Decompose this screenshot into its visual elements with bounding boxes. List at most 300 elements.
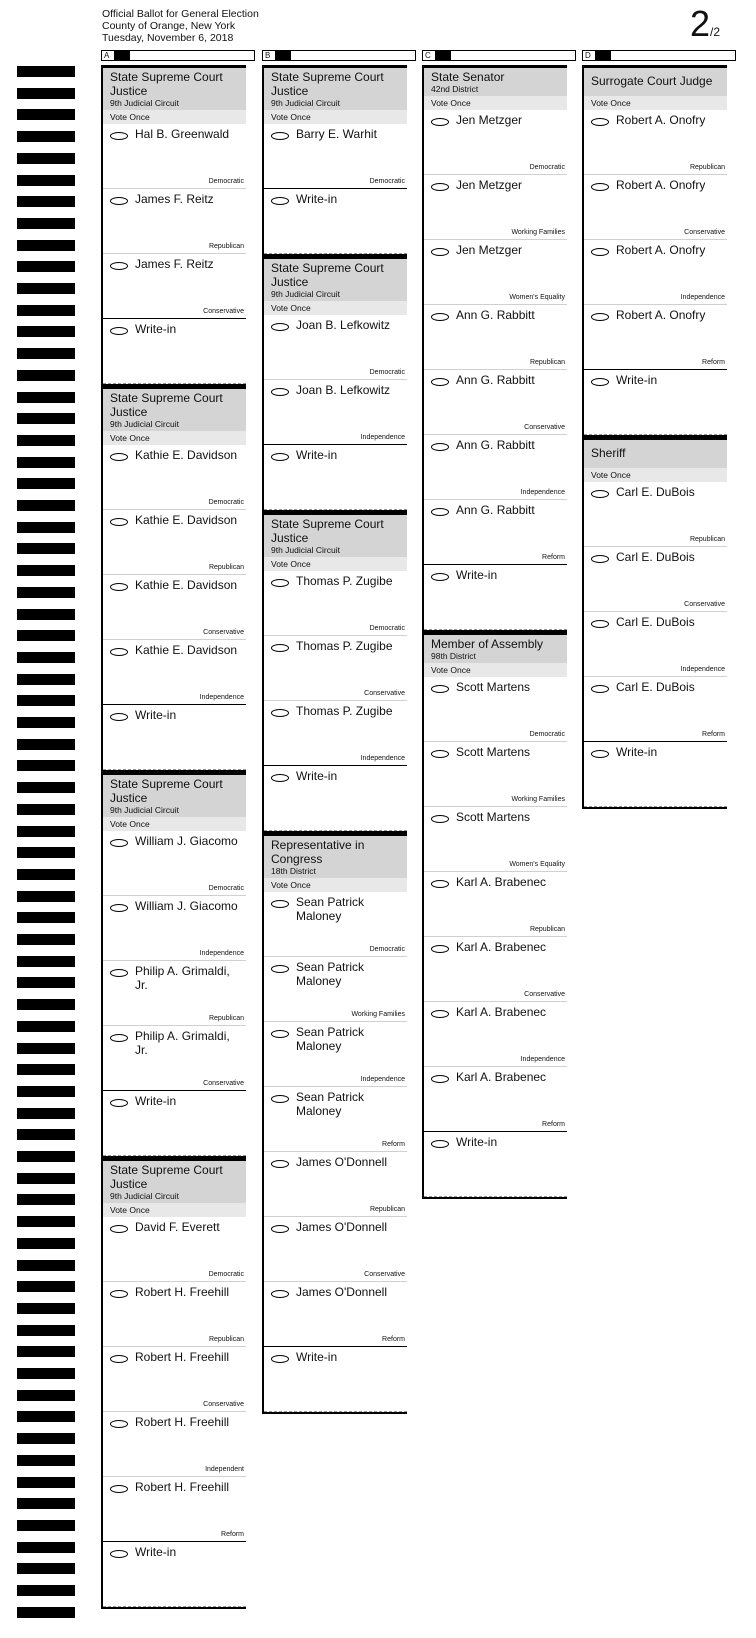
party-label: Reform <box>542 1121 565 1128</box>
write-in-label: Write-in <box>296 448 338 462</box>
candidate-name: Robert H. Freehill <box>135 1350 230 1364</box>
ballot-header <box>102 8 259 44</box>
timing-mark <box>17 283 75 294</box>
vote-oval[interactable] <box>431 118 449 126</box>
candidate-name: Kathie E. Davidson <box>135 643 238 657</box>
candidate-row[interactable] <box>584 110 727 175</box>
timing-mark <box>17 1151 75 1162</box>
race-header <box>103 1161 246 1203</box>
timing-mark <box>17 804 75 815</box>
race-header <box>264 836 407 878</box>
candidate-row[interactable] <box>103 189 246 254</box>
vote-oval[interactable] <box>431 443 449 451</box>
party-label: Conservative <box>364 1271 405 1278</box>
vote-once-label: Vote Once <box>424 96 567 110</box>
race-block <box>582 437 727 809</box>
timing-mark <box>17 1498 75 1509</box>
candidate-row[interactable] <box>103 640 246 705</box>
candidate-row[interactable] <box>264 957 407 1022</box>
race-subtitle: 9th Judicial Circuit <box>110 419 179 429</box>
vote-oval[interactable] <box>431 1010 449 1018</box>
candidate-name: Karl A. Brabenec <box>456 1005 547 1019</box>
timing-mark <box>17 717 75 728</box>
header-line-3: Tuesday, November 6, 2018 <box>102 32 234 44</box>
vote-oval[interactable] <box>110 262 128 270</box>
vote-oval[interactable] <box>271 774 289 782</box>
race-header <box>584 440 727 468</box>
write-in-label: Write-in <box>135 322 177 336</box>
write-in-label: Write-in <box>296 192 338 206</box>
timing-mark <box>17 826 75 837</box>
write-in-row[interactable] <box>103 705 246 770</box>
timing-mark <box>17 587 75 598</box>
vote-oval[interactable] <box>591 750 609 758</box>
timing-mark <box>17 999 75 1010</box>
column-bar-a <box>101 50 255 61</box>
race-block <box>101 386 246 772</box>
timing-mark <box>17 652 75 663</box>
timing-mark <box>17 1542 75 1553</box>
timing-mark <box>17 739 75 750</box>
candidate-row[interactable] <box>103 1347 246 1412</box>
vote-once-label: Vote Once <box>264 878 407 892</box>
vote-oval[interactable] <box>431 1140 449 1148</box>
write-in-label: Write-in <box>135 708 177 722</box>
timing-mark <box>17 261 75 272</box>
vote-oval[interactable] <box>271 1355 289 1363</box>
candidate-name: Ann G. Rabbitt <box>456 503 535 517</box>
page-number-total: /2 <box>710 25 721 39</box>
candidate-row[interactable] <box>424 937 567 1002</box>
vote-oval[interactable] <box>431 1075 449 1083</box>
timing-mark <box>17 457 75 468</box>
candidate-row[interactable] <box>584 482 727 547</box>
candidate-row[interactable] <box>424 110 567 175</box>
timing-mark <box>17 435 75 446</box>
vote-oval[interactable] <box>110 327 128 335</box>
candidate-row[interactable] <box>103 896 246 961</box>
candidate-row[interactable] <box>103 575 246 640</box>
candidate-name: Carl E. DuBois <box>616 615 695 629</box>
candidate-row[interactable] <box>584 305 727 370</box>
race-header <box>103 68 246 110</box>
write-in-row[interactable] <box>424 565 567 630</box>
candidate-row[interactable] <box>264 636 407 701</box>
candidate-row[interactable] <box>103 445 246 510</box>
vote-oval[interactable] <box>271 900 289 908</box>
candidate-row[interactable] <box>424 1067 567 1132</box>
race-title: Sheriff <box>591 446 626 460</box>
candidate-name: Jen Metzger <box>456 243 523 257</box>
vote-oval[interactable] <box>431 750 449 758</box>
timing-mark <box>17 782 75 793</box>
party-label: Republican <box>208 564 244 571</box>
race-block <box>262 65 407 256</box>
vote-oval[interactable] <box>431 685 449 693</box>
timing-mark <box>17 695 75 706</box>
party-label: Independence <box>520 1056 565 1063</box>
write-in-row[interactable] <box>103 1091 246 1156</box>
race-header <box>264 68 407 110</box>
vote-once-label: Vote Once <box>103 431 246 445</box>
candidate-row[interactable] <box>264 124 407 189</box>
vote-oval[interactable] <box>591 555 609 563</box>
vote-oval[interactable] <box>110 453 128 461</box>
candidate-name: Robert A. Onofry <box>616 243 706 257</box>
vote-oval[interactable] <box>591 183 609 191</box>
candidate-row[interactable] <box>584 677 727 742</box>
write-in-row[interactable] <box>424 1132 567 1197</box>
timing-mark <box>17 1303 75 1314</box>
vote-oval[interactable] <box>110 648 128 656</box>
column-letter: B <box>265 51 271 60</box>
party-label: Republican <box>208 1015 244 1022</box>
timing-mark <box>17 1455 75 1466</box>
vote-oval[interactable] <box>271 1160 289 1168</box>
candidate-row[interactable] <box>264 1152 407 1217</box>
candidate-row[interactable] <box>264 1087 407 1152</box>
vote-oval[interactable] <box>271 1290 289 1298</box>
party-label: Independence <box>680 294 725 301</box>
candidate-row[interactable] <box>103 961 246 1026</box>
write-in-row[interactable] <box>103 1542 246 1607</box>
vote-oval[interactable] <box>271 965 289 973</box>
party-label: Working Families <box>511 796 565 803</box>
page-number-main: 2 <box>690 3 711 44</box>
party-label: Independence <box>520 489 565 496</box>
candidate-row[interactable] <box>264 1282 407 1347</box>
party-label: Republican <box>208 1336 244 1343</box>
timing-mark <box>17 1194 75 1205</box>
candidate-row[interactable] <box>424 807 567 872</box>
race-subtitle: 9th Judicial Circuit <box>110 98 179 108</box>
column-bar-d <box>582 50 736 61</box>
candidate-name: James F. Reitz <box>135 192 214 206</box>
race-title: State Senator <box>431 70 505 84</box>
vote-oval[interactable] <box>431 183 449 191</box>
vote-oval[interactable] <box>110 969 128 977</box>
vote-oval[interactable] <box>431 815 449 823</box>
ballot-column-a <box>101 65 246 1609</box>
candidate-name: Thomas P. Zugibe <box>296 704 393 718</box>
party-label: Conservative <box>684 601 725 608</box>
write-in-label: Write-in <box>296 1350 338 1364</box>
vote-oval[interactable] <box>110 904 128 912</box>
vote-oval[interactable] <box>110 713 128 721</box>
candidate-name: Hal B. Greenwald <box>135 127 230 141</box>
race-title: State Supreme Court Justice <box>110 391 223 419</box>
candidate-name: Sean Patrick Maloney <box>296 960 365 988</box>
candidate-name: Robert A. Onofry <box>616 178 706 192</box>
vote-oval[interactable] <box>591 118 609 126</box>
ballot-column-c <box>422 65 567 1199</box>
vote-oval[interactable] <box>431 573 449 581</box>
race-header <box>103 775 246 817</box>
vote-oval[interactable] <box>110 1420 128 1428</box>
candidate-name: Scott Martens <box>456 745 531 759</box>
candidate-name: James O'Donnell <box>296 1285 387 1299</box>
party-label: Working Families <box>351 1011 405 1018</box>
candidate-name: Scott Martens <box>456 680 531 694</box>
column-bar-b <box>262 50 416 61</box>
candidate-row[interactable] <box>584 612 727 677</box>
vote-oval[interactable] <box>431 248 449 256</box>
candidate-name: Robert H. Freehill <box>135 1415 230 1429</box>
race-header <box>584 68 727 96</box>
timing-mark <box>17 1346 75 1357</box>
vote-oval[interactable] <box>110 583 128 591</box>
column-letter: D <box>585 51 591 60</box>
vote-oval[interactable] <box>591 248 609 256</box>
party-label: Reform <box>221 1531 244 1538</box>
column-letter: C <box>425 51 431 60</box>
header-line-1: Official Ballot for General Election <box>102 8 259 20</box>
timing-mark <box>17 305 75 316</box>
party-label: Reform <box>382 1141 405 1148</box>
vote-oval[interactable] <box>431 880 449 888</box>
timing-mark <box>17 1043 75 1054</box>
candidate-row[interactable] <box>264 315 407 380</box>
vote-oval[interactable] <box>110 132 128 140</box>
vote-oval[interactable] <box>591 685 609 693</box>
candidate-row[interactable] <box>424 240 567 305</box>
race-title: State Supreme Court Justice <box>271 70 384 98</box>
candidate-row[interactable] <box>264 380 407 445</box>
vote-oval[interactable] <box>271 644 289 652</box>
candidate-row[interactable] <box>424 1002 567 1067</box>
vote-oval[interactable] <box>110 1225 128 1233</box>
timing-mark <box>17 1108 75 1119</box>
timing-mark <box>17 500 75 511</box>
candidate-name: Jen Metzger <box>456 178 523 192</box>
vote-oval[interactable] <box>110 1550 128 1558</box>
candidate-name: William J. Giacomo <box>135 899 238 913</box>
party-label: Republican <box>529 926 565 933</box>
page-number <box>690 4 720 52</box>
timing-marks <box>17 0 75 1638</box>
vote-oval[interactable] <box>271 388 289 396</box>
race-header <box>264 259 407 301</box>
candidate-row[interactable] <box>424 435 567 500</box>
vote-oval[interactable] <box>431 313 449 321</box>
race-subtitle: 42nd District <box>431 84 479 94</box>
candidate-row[interactable] <box>264 1022 407 1087</box>
vote-oval[interactable] <box>271 1095 289 1103</box>
vote-oval[interactable] <box>271 197 289 205</box>
candidate-name: Kathie E. Davidson <box>135 448 238 462</box>
vote-oval[interactable] <box>271 132 289 140</box>
candidate-row[interactable] <box>424 370 567 435</box>
timing-mark <box>17 109 75 120</box>
candidate-name: Ann G. Rabbitt <box>456 308 535 322</box>
candidate-row[interactable] <box>103 1412 246 1477</box>
candidate-row[interactable] <box>103 510 246 575</box>
timing-mark <box>17 1281 75 1292</box>
candidate-name: Sean Patrick Maloney <box>296 895 365 923</box>
candidate-name: James F. Reitz <box>135 257 214 271</box>
write-in-row[interactable] <box>264 1347 407 1412</box>
timing-mark <box>17 1520 75 1531</box>
vote-oval[interactable] <box>110 839 128 847</box>
candidate-name: Philip A. Grimaldi, Jr. <box>135 1029 230 1057</box>
header-line-2: County of Orange, New York <box>102 20 236 32</box>
timing-mark <box>17 1563 75 1574</box>
candidate-name: Carl E. DuBois <box>616 550 695 564</box>
race-title: State Supreme Court Justice <box>110 1163 223 1191</box>
candidate-row[interactable] <box>424 677 567 742</box>
column-bar-block <box>595 51 611 60</box>
party-label: Reform <box>382 1336 405 1343</box>
vote-oval[interactable] <box>271 323 289 331</box>
write-in-row[interactable] <box>103 319 246 384</box>
party-label: Independence <box>360 1076 405 1083</box>
vote-oval[interactable] <box>591 313 609 321</box>
timing-mark <box>17 869 75 880</box>
timing-mark <box>17 1216 75 1227</box>
write-in-row[interactable] <box>264 189 407 254</box>
candidate-row[interactable] <box>264 571 407 636</box>
candidate-row[interactable] <box>103 1026 246 1091</box>
party-label: Women's Equality <box>509 294 565 301</box>
candidate-name: Jen Metzger <box>456 113 523 127</box>
vote-oval[interactable] <box>591 490 609 498</box>
party-label: Reform <box>702 359 725 366</box>
candidate-row[interactable] <box>103 1477 246 1542</box>
party-label: Republican <box>689 536 725 543</box>
candidate-row[interactable] <box>424 742 567 807</box>
timing-mark <box>17 326 75 337</box>
party-label: Democratic <box>208 499 244 506</box>
party-label: Democratic <box>208 178 244 185</box>
vote-oval[interactable] <box>271 579 289 587</box>
vote-oval[interactable] <box>110 197 128 205</box>
candidate-row[interactable] <box>103 124 246 189</box>
vote-oval[interactable] <box>110 1099 128 1107</box>
race-subtitle: 18th District <box>271 866 316 876</box>
timing-mark <box>17 88 75 99</box>
write-in-row[interactable] <box>264 766 407 831</box>
candidate-name: Robert H. Freehill <box>135 1285 230 1299</box>
race-header <box>424 68 567 96</box>
ballot-column-b <box>262 65 407 1414</box>
race-subtitle: 9th Judicial Circuit <box>110 1191 179 1201</box>
race-block <box>582 65 727 437</box>
timing-mark <box>17 1368 75 1379</box>
race-title: State Supreme Court Justice <box>110 70 223 98</box>
vote-oval[interactable] <box>110 1290 128 1298</box>
candidate-name: Carl E. DuBois <box>616 485 695 499</box>
candidate-row[interactable] <box>103 831 246 896</box>
race-header <box>103 389 246 431</box>
party-label: Independence <box>199 950 244 957</box>
vote-oval[interactable] <box>271 453 289 461</box>
candidate-row[interactable] <box>424 500 567 565</box>
vote-once-label: Vote Once <box>264 301 407 315</box>
timing-mark <box>17 1607 75 1618</box>
candidate-name: Philip A. Grimaldi, Jr. <box>135 964 230 992</box>
timing-mark <box>17 891 75 902</box>
timing-mark <box>17 66 75 77</box>
party-label: Republican <box>208 243 244 250</box>
party-label: Democratic <box>529 164 565 171</box>
race-title: State Supreme Court Justice <box>271 517 384 545</box>
candidate-name: Scott Martens <box>456 810 531 824</box>
vote-once-label: Vote Once <box>264 557 407 571</box>
party-label: Democratic <box>369 369 405 376</box>
vote-oval[interactable] <box>271 709 289 717</box>
write-in-row[interactable] <box>264 445 407 510</box>
candidate-row[interactable] <box>424 175 567 240</box>
timing-mark <box>17 565 75 576</box>
timing-mark <box>17 1260 75 1271</box>
vote-oval[interactable] <box>271 1030 289 1038</box>
timing-mark <box>17 1477 75 1488</box>
party-label: Independence <box>360 755 405 762</box>
vote-once-label: Vote Once <box>103 110 246 124</box>
vote-oval[interactable] <box>431 378 449 386</box>
candidate-row[interactable] <box>584 240 727 305</box>
candidate-row[interactable] <box>424 305 567 370</box>
candidate-row[interactable] <box>584 175 727 240</box>
party-label: Independent <box>205 1466 244 1473</box>
vote-oval[interactable] <box>271 1225 289 1233</box>
timing-mark <box>17 1129 75 1140</box>
write-in-label: Write-in <box>456 568 498 582</box>
vote-once-label: Vote Once <box>584 96 727 110</box>
vote-oval[interactable] <box>110 1485 128 1493</box>
party-label: Democratic <box>208 885 244 892</box>
race-block <box>422 65 567 632</box>
race-header <box>424 635 567 663</box>
candidate-row[interactable] <box>103 1282 246 1347</box>
party-label: Republican <box>529 359 565 366</box>
candidate-row[interactable] <box>264 892 407 957</box>
candidate-name: Karl A. Brabenec <box>456 940 547 954</box>
timing-mark <box>17 240 75 251</box>
candidate-row[interactable] <box>264 701 407 766</box>
timing-mark <box>17 674 75 685</box>
vote-oval[interactable] <box>591 620 609 628</box>
candidate-row[interactable] <box>424 872 567 937</box>
race-title: State Supreme Court Justice <box>110 777 223 805</box>
candidate-name: Robert A. Onofry <box>616 113 706 127</box>
write-in-label: Write-in <box>135 1545 177 1559</box>
vote-oval[interactable] <box>431 508 449 516</box>
race-title: Surrogate Court Judge <box>591 74 713 88</box>
vote-once-label: Vote Once <box>103 1203 246 1217</box>
vote-oval[interactable] <box>110 518 128 526</box>
candidate-row[interactable] <box>103 254 246 319</box>
write-in-row[interactable] <box>584 370 727 435</box>
write-in-row[interactable] <box>584 742 727 807</box>
party-label: Democratic <box>208 1271 244 1278</box>
vote-oval[interactable] <box>110 1034 128 1042</box>
column-bar-block <box>435 51 451 60</box>
timing-mark <box>17 1064 75 1075</box>
candidate-name: Joan B. Lefkowitz <box>296 318 391 332</box>
party-label: Conservative <box>203 1080 244 1087</box>
vote-oval[interactable] <box>431 945 449 953</box>
race-block <box>262 256 407 512</box>
candidate-row[interactable] <box>584 547 727 612</box>
race-block <box>262 833 407 1414</box>
vote-oval[interactable] <box>591 378 609 386</box>
candidate-row[interactable] <box>103 1217 246 1282</box>
party-label: Women's Equality <box>509 861 565 868</box>
race-subtitle: 9th Judicial Circuit <box>271 98 340 108</box>
vote-oval[interactable] <box>110 1355 128 1363</box>
candidate-row[interactable] <box>264 1217 407 1282</box>
